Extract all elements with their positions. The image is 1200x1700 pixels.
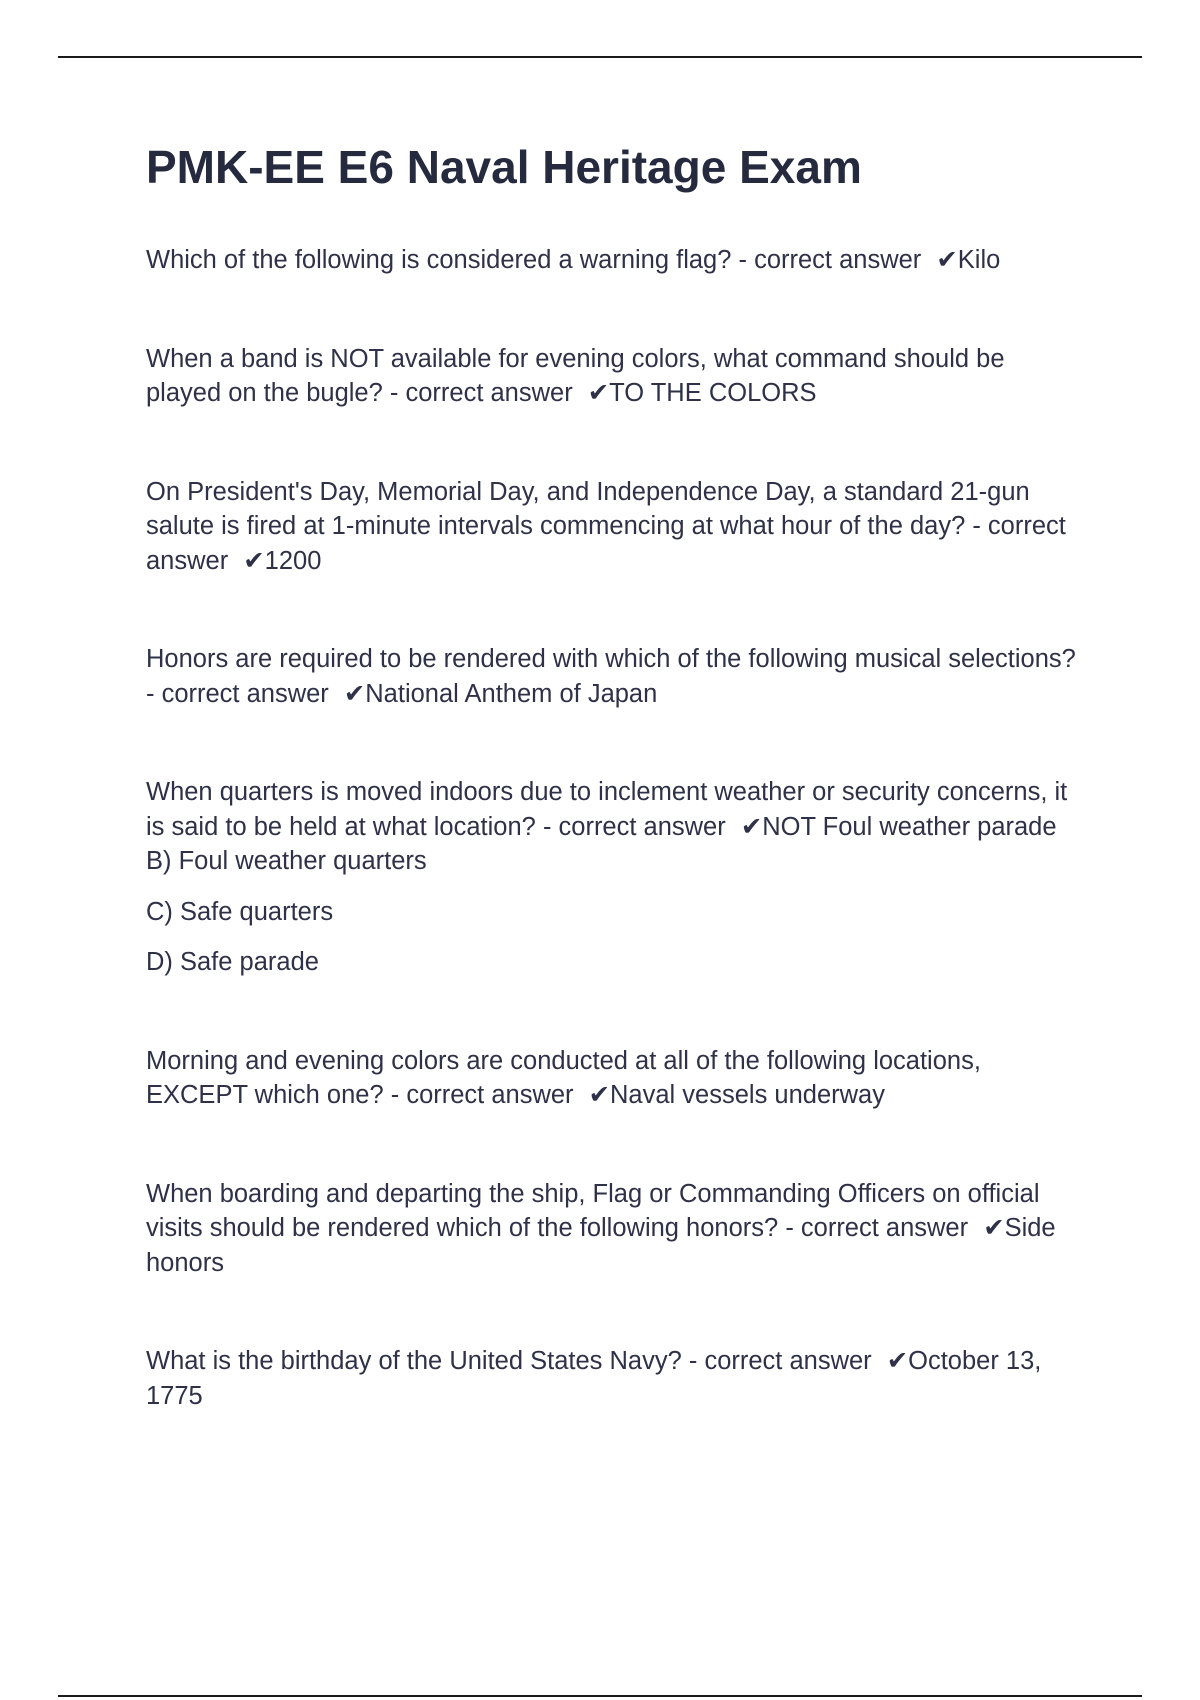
qa-item (146, 775, 1086, 980)
document-body (146, 140, 1086, 1477)
qa-item (146, 642, 1086, 711)
qa-text (146, 642, 1086, 711)
bottom-rule (58, 1695, 1142, 1697)
answer-text: Kilo (957, 246, 1001, 275)
check-mark-icon: ✔ (740, 812, 763, 841)
qa-item (146, 243, 1086, 278)
qa-text (146, 342, 1086, 411)
qa-text (146, 1344, 1086, 1413)
question-text: When a band is NOT available for evening colors, what command should be played on the bugle? (146, 344, 1005, 408)
check-mark-icon: ✔ (886, 1347, 909, 1376)
question-text: Which of the following is considered a warning flag? (146, 246, 732, 275)
check-mark-icon: ✔ (243, 546, 265, 575)
question-text: Morning and evening colors are conducted at all of the following locations, EXCEPT which one? (146, 1046, 981, 1110)
qa-text (146, 1177, 1086, 1281)
answer-text: National Anthem of Japan (365, 679, 658, 708)
qa-text (146, 775, 1086, 879)
qa-item (146, 1177, 1086, 1281)
answer-text: Naval vessels underway (610, 1081, 885, 1110)
answer-marker: - correct answer (738, 246, 922, 275)
question-text: When boarding and departing the ship, Flag or Commanding Officers on official visits should be rendered which of the following honors? (146, 1179, 1040, 1243)
answer-marker: - correct answer (389, 379, 573, 408)
answer-text: October 13, 1775 (146, 1347, 1042, 1410)
answer-marker: - correct answer (542, 812, 726, 841)
qa-text (146, 475, 1086, 579)
question-text: On President's Day, Memorial Day, and Independence Day, a standard 21-gun salute is fired at 1-minute intervals commencing at what hour of the day? (146, 477, 1030, 541)
question-text: Honors are required to be rendered with which of the following musical selections? (146, 645, 1076, 674)
answer-text: NOT Foul weather parade B) Foul weather quarters (146, 812, 1057, 876)
answer-marker: - correct answer (390, 1081, 574, 1110)
answer-text: 1200 (264, 546, 322, 575)
qa-item (146, 1044, 1086, 1113)
qa-item (146, 1344, 1086, 1413)
check-mark-icon: ✔ (983, 1214, 1005, 1243)
answer-marker: - correct answer (146, 512, 1066, 575)
document-title: PMK-EE E6 Naval Heritage Exam (146, 141, 862, 193)
qa-item (146, 475, 1086, 579)
question-text: When quarters is moved indoors due to inclement weather or security concerns, it is said to be held at what location? (146, 778, 1068, 841)
check-mark-icon: ✔ (343, 679, 366, 708)
answer-marker: - correct answer (146, 679, 329, 708)
answer-text: Side honors (146, 1214, 1056, 1277)
answer-option: D) Safe parade (146, 948, 319, 977)
check-mark-icon: ✔ (587, 379, 610, 408)
qa-text (146, 243, 1086, 278)
check-mark-icon: ✔ (588, 1081, 611, 1110)
question-text: What is the birthday of the United States Navy? (146, 1347, 682, 1376)
qa-item (146, 342, 1086, 411)
top-rule (58, 56, 1142, 58)
answer-option: C) Safe quarters (146, 897, 334, 926)
answer-marker: - correct answer (688, 1347, 872, 1376)
qa-text (146, 1044, 1086, 1113)
answer-text: TO THE COLORS (609, 379, 817, 408)
answer-marker: - correct answer (785, 1214, 969, 1243)
check-mark-icon: ✔ (936, 246, 958, 275)
